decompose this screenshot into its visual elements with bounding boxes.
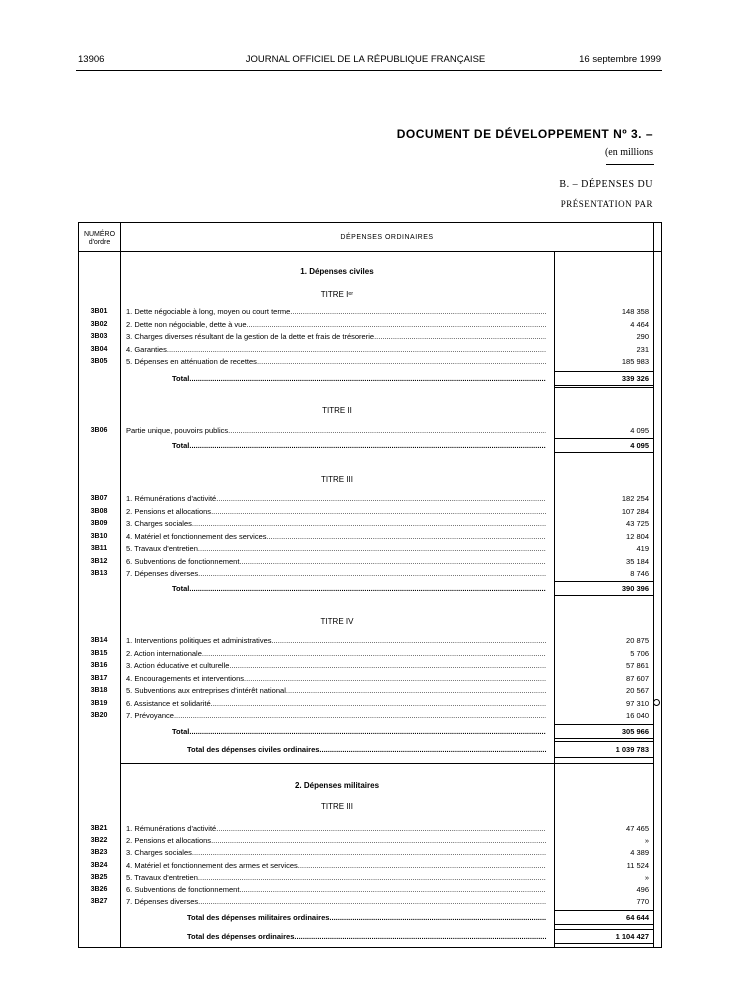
table-row	[79, 506, 653, 518]
row-label: 5. Dépenses en atténuation de recettes .....	[126, 356, 546, 368]
row-label: 2. Action internationale .....	[126, 648, 546, 660]
total-row	[79, 744, 653, 756]
row-label: 1. Rémunérations d'activité .....	[126, 493, 546, 505]
row-amount: 290	[636, 332, 649, 341]
row-label: 5. Travaux d'entretien .....	[126, 872, 546, 884]
table-row	[79, 543, 653, 555]
section-divider	[120, 763, 653, 764]
row-code: 3B16	[90, 662, 108, 669]
row-amount: 57 861	[626, 661, 649, 670]
row-code: 3B18	[90, 687, 108, 694]
row-code: 3B24	[90, 861, 108, 869]
row-label: 6. Assistance et solidarité .....	[126, 698, 546, 710]
row-label: 4. Matériel et fonctionnement des armes et services .....	[126, 860, 546, 872]
row-amount: 148 358	[621, 307, 649, 316]
total-label: Total des dépenses ordinaires .....	[187, 931, 546, 943]
header-rule	[76, 70, 662, 71]
row-label: 1. Interventions politiques et administratives .....	[126, 635, 546, 647]
row-amount: 107 284	[621, 506, 649, 516]
total-amount: 390 396	[621, 584, 649, 593]
row-code: 3B21	[90, 825, 108, 832]
table-row	[79, 673, 653, 685]
total-amount: 339 326	[621, 374, 649, 383]
row-label: 2. Dette non négociable, dette à vue .....	[126, 319, 546, 331]
row-label: 5. Travaux d'entretien .....	[126, 543, 546, 555]
section-heading: TITRE III	[321, 802, 353, 811]
row-label: 3. Action éducative et culturelle .....	[126, 660, 546, 672]
row-code: 3B23	[90, 849, 108, 857]
document-title: DOCUMENT DE DÉVELOPPEMENT Nº 3. –	[396, 127, 653, 141]
total-amount: 305 966	[621, 727, 649, 736]
row-code: 3B27	[90, 898, 108, 906]
row-amount: 97 310	[626, 698, 649, 708]
row-label: 7. Dépenses diverses .....	[126, 568, 546, 580]
row-amount: 8 746	[630, 569, 649, 578]
expenditure-table	[78, 222, 662, 948]
total-label: Total .....	[172, 440, 546, 452]
row-code: 3B13	[90, 570, 108, 577]
table-row	[79, 531, 653, 543]
total-amount: 64 644	[626, 913, 649, 922]
total-row	[79, 373, 653, 385]
publication-date: 16 septembre 1999	[579, 54, 661, 65]
section-subtitle: PRÉSENTATION PAR	[560, 199, 653, 209]
table-row	[79, 685, 653, 697]
total-row	[79, 583, 653, 595]
page-number: 13906	[78, 54, 105, 65]
row-label: 4. Garanties .....	[126, 344, 546, 356]
row-amount: 43 725	[626, 519, 649, 528]
row-label: Partie unique, pouvoirs publics .....	[126, 425, 546, 437]
table-row	[79, 356, 653, 368]
row-label: 1. Rémunérations d'activité .....	[126, 823, 546, 835]
row-code: 3B19	[90, 699, 108, 707]
section-heading: 1. Dépenses civiles	[300, 267, 374, 276]
total-label: Total des dépenses militaires ordinaires .....	[187, 912, 546, 924]
row-code: 3B08	[90, 507, 108, 515]
row-code: 3B01	[90, 308, 108, 315]
row-amount: 5 706	[630, 648, 649, 658]
row-label: 3. Charges diverses résultant de la gestion de la dette et frais de trésorerie .....	[126, 331, 546, 343]
total-label: Total .....	[172, 583, 546, 595]
total-row	[79, 726, 653, 738]
row-amount: »	[644, 872, 649, 882]
column-header-number: NUMÉRO d'ordre	[83, 231, 116, 246]
table-row	[79, 872, 653, 884]
row-amount: 16 040	[626, 711, 649, 720]
total-amount: 1 039 783	[615, 745, 649, 754]
row-amount: 20 875	[626, 636, 649, 645]
row-amount: »	[644, 836, 649, 846]
section-heading: TITRE Iᵉʳ	[320, 290, 354, 299]
row-amount: 419	[636, 544, 649, 553]
table-row	[79, 823, 653, 835]
row-label: 1. Dette négociable à long, moyen ou court terme .....	[126, 306, 546, 318]
row-code: 3B20	[90, 712, 108, 719]
row-code: 3B26	[90, 886, 108, 893]
row-code: 3B11	[90, 545, 108, 552]
row-amount: 185 983	[621, 357, 649, 366]
row-code: 3B14	[90, 637, 108, 644]
row-amount: 4 389	[630, 848, 649, 858]
table-row	[79, 847, 653, 859]
row-label: 3. Charges sociales .....	[126, 518, 546, 530]
row-amount: 231	[636, 344, 649, 354]
row-code: 3B22	[90, 837, 108, 845]
row-amount: 182 254	[621, 494, 649, 503]
row-amount: 35 184	[626, 556, 649, 566]
row-amount: 12 804	[626, 531, 649, 541]
unit-note: (en millions	[604, 147, 653, 158]
table-row	[79, 331, 653, 343]
row-code: 3B15	[90, 649, 108, 657]
journal-title: JOURNAL OFFICIEL DE LA RÉPUBLIQUE FRANÇAISE	[245, 54, 486, 65]
row-label: 7. Prévoyance .....	[126, 710, 546, 722]
total-row	[79, 440, 653, 452]
table-row	[79, 698, 653, 710]
row-amount: 4 464	[630, 319, 649, 329]
row-amount: 770	[636, 897, 649, 907]
column-divider	[653, 223, 654, 947]
total-row	[79, 912, 653, 924]
row-code: 3B04	[90, 345, 108, 353]
table-row	[79, 635, 653, 647]
table-row	[79, 344, 653, 356]
section-heading: TITRE II	[322, 406, 352, 415]
total-row	[79, 931, 653, 943]
row-label: 4. Matériel et fonctionnement des services .....	[126, 531, 546, 543]
table-row	[79, 710, 653, 722]
total-amount: 4 095	[630, 441, 649, 450]
row-label: 2. Pensions et allocations .....	[126, 506, 546, 518]
row-code: 3B02	[90, 320, 108, 328]
row-code: 3B06	[90, 427, 108, 434]
section-heading: TITRE III	[321, 475, 353, 484]
row-label: 4. Encouragements et interventions .....	[126, 673, 546, 685]
row-code: 3B03	[90, 333, 108, 340]
row-code: 3B17	[90, 674, 108, 682]
row-amount: 11 524	[626, 860, 649, 870]
table-row	[79, 884, 653, 896]
total-label: Total .....	[172, 726, 546, 738]
row-code: 3B09	[90, 520, 108, 527]
amount-rule	[555, 387, 653, 388]
row-code: 3B05	[90, 358, 108, 365]
unit-rule	[606, 164, 654, 165]
table-row	[79, 896, 653, 908]
table-row	[79, 835, 653, 847]
row-amount: 47 465	[626, 824, 649, 833]
row-label: 5. Subventions aux entreprises d'intérêt national .....	[126, 685, 546, 697]
circle-mark-icon	[653, 699, 660, 706]
row-label: 7. Dépenses diverses .....	[126, 896, 546, 908]
table-row	[79, 425, 653, 437]
row-amount: 87 607	[626, 673, 649, 683]
table-row	[79, 860, 653, 872]
total-label: Total .....	[172, 373, 546, 385]
total-amount: 1 104 427	[615, 932, 649, 941]
table-row	[79, 556, 653, 568]
row-label: 3. Charges sociales .....	[126, 847, 546, 859]
row-amount: 496	[636, 885, 649, 894]
table-row	[79, 648, 653, 660]
table-row	[79, 518, 653, 530]
table-row	[79, 660, 653, 672]
table-row	[79, 568, 653, 580]
row-code: 3B25	[90, 873, 108, 881]
row-code: 3B12	[90, 557, 108, 565]
table-row	[79, 306, 653, 318]
section-heading: 2. Dépenses militaires	[294, 781, 380, 790]
section-heading: TITRE IV	[320, 617, 354, 626]
row-amount: 20 567	[626, 686, 649, 695]
row-label: 2. Pensions et allocations .....	[126, 835, 546, 847]
row-amount: 4 095	[630, 426, 649, 435]
table-row	[79, 319, 653, 331]
table-row	[79, 493, 653, 505]
header-row-divider	[79, 251, 661, 252]
row-code: 3B07	[90, 495, 108, 502]
row-label: 6. Subventions de fonctionnement .....	[126, 884, 546, 896]
section-title: B. – DÉPENSES DU	[559, 179, 653, 190]
row-code: 3B10	[90, 532, 108, 540]
row-label: 6. Subventions de fonctionnement .....	[126, 556, 546, 568]
total-label: Total des dépenses civiles ordinaires .....	[187, 744, 546, 756]
column-header-depenses: DÉPENSES ORDINAIRES	[340, 234, 434, 241]
